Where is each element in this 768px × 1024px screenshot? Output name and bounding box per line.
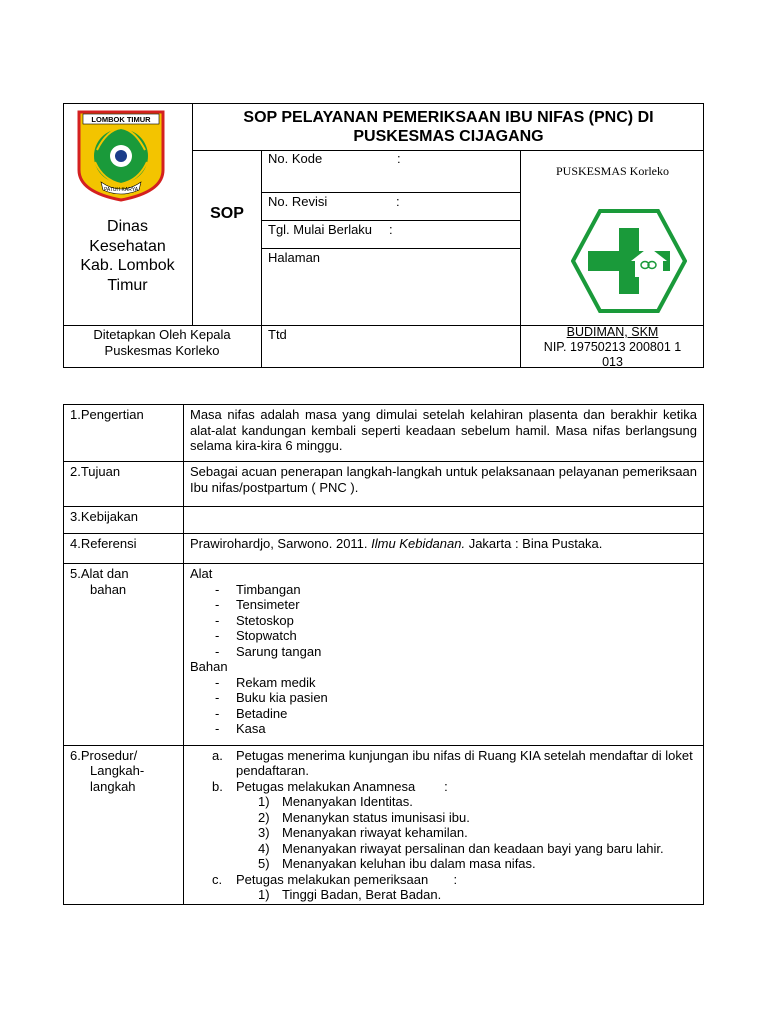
- list-item: - Buku kia pasien: [190, 690, 697, 706]
- dinas-line: Kesehatan: [89, 237, 166, 255]
- sub-step: [190, 810, 697, 826]
- sub-marker: 4): [258, 840, 270, 856]
- row-content: [184, 534, 704, 564]
- ditetapkan-line: Ditetapkan Oleh Kepala: [93, 327, 231, 342]
- logo-bottom-text: PATUH KARYA: [103, 187, 139, 193]
- sub-text: Menanyakan riwayat persalinan dan keadaan bayi yang baru lahir.: [282, 840, 664, 856]
- dinas-line: Dinas: [107, 218, 148, 235]
- pemeriksaan-list: [190, 887, 697, 903]
- sub-step: [190, 856, 697, 872]
- sub-marker: 1): [258, 794, 270, 809]
- list-item: - Sarung tangan: [190, 644, 697, 660]
- row-content: Masa nifas adalah masa yang dimulai setelah kelahiran plasenta dan berakhir ketika alat-alat kandungan kembali seperti keadaan sebelum hamil. Masa nifas berlangsung selama kira-kira 6 minggu.: [184, 405, 704, 462]
- row-label: 3.Kebijakan: [64, 507, 184, 534]
- divider: [261, 220, 520, 221]
- dinas-name: [63, 217, 192, 295]
- table-row: [64, 462, 704, 507]
- step-text: Petugas menerima kunjungan ibu nifas di Ruang KIA setelah mendaftar di loket pendaftaran.: [236, 747, 693, 778]
- step-marker: c.: [212, 871, 223, 887]
- signer-nip: NIP. 19750213 200801 1: [543, 340, 682, 354]
- lombok-timur-logo: [77, 110, 165, 202]
- label-line: Langkah-: [90, 763, 145, 778]
- row-label: [64, 534, 184, 564]
- alat-heading: Alat: [190, 566, 213, 581]
- colon: :: [396, 194, 400, 209]
- step-text: Petugas melakukan pemeriksaan :: [236, 871, 458, 887]
- procedure-step: [190, 872, 697, 888]
- sub-marker: 1): [258, 887, 270, 902]
- table-row: [64, 405, 704, 462]
- list-item: - Kasa: [190, 721, 697, 737]
- label-line: 5.Alat dan: [70, 566, 129, 581]
- label-text: 4.Referensi: [70, 536, 137, 551]
- puskesmas-logo: [571, 209, 687, 313]
- colon: :: [397, 151, 401, 166]
- divider: [261, 192, 520, 193]
- sub-text: Menanyakan keluhan ibu dalam masa nifas.: [282, 856, 536, 871]
- row-content: [184, 564, 704, 746]
- sub-marker: 2): [258, 809, 270, 825]
- step-text: Petugas melakukan Anamnesa :: [236, 778, 448, 794]
- sub-text: Menanyakan riwayat kehamilan.: [282, 825, 468, 840]
- step-marker: a.: [212, 747, 223, 763]
- label-line: bahan: [90, 581, 127, 597]
- sub-step: [190, 794, 697, 810]
- table-row: [64, 564, 704, 746]
- row-label: [64, 745, 184, 904]
- sop-content-table: [63, 404, 704, 905]
- list-item: - Betadine: [190, 706, 697, 722]
- sub-step: [190, 825, 697, 841]
- colon: :: [389, 222, 393, 237]
- ditetapkan-line: Puskesmas Korleko: [104, 342, 220, 358]
- list-item: - Timbangan: [190, 582, 697, 598]
- title-line: SOP PELAYANAN PEMERIKSAAN IBU NIFAS (PNC) DI: [243, 109, 654, 126]
- ttd-label: Ttd: [268, 327, 287, 342]
- sop-label: SOP: [210, 205, 244, 222]
- signer: [521, 325, 704, 370]
- list-item: - Stopwatch: [190, 628, 697, 644]
- table-row: [64, 745, 704, 904]
- ditetapkan-text: [63, 327, 261, 358]
- table-row: [64, 534, 704, 564]
- sub-step: [190, 841, 697, 857]
- procedure-list: [190, 872, 697, 888]
- label-line: langkah: [90, 778, 136, 794]
- puskesmas-name: PUSKESMAS Korleko: [555, 164, 669, 178]
- halaman-label: Halaman: [268, 250, 321, 265]
- ref-author: Prawirohardjo, Sarwono. 2011.: [190, 536, 372, 551]
- list-item: - Tensimeter: [190, 597, 697, 613]
- bahan-heading: Bahan: [190, 659, 228, 674]
- sub-text: Menanykan status imunisasi ibu.: [282, 809, 470, 825]
- divider: [261, 150, 262, 368]
- no-revisi-label: No. Revisi: [268, 194, 328, 209]
- row-content: Sebagai acuan penerapan langkah-langkah untuk pelaksanaan pelayanan pemeriksaan Ibu nifas/postpartum ( PNC ).: [184, 462, 704, 507]
- sub-step: [190, 887, 697, 903]
- label-line: 6.Prosedur/: [70, 747, 138, 763]
- procedure-list: [190, 748, 697, 795]
- sub-text: Tinggi Badan, Berat Badan.: [282, 887, 442, 902]
- ref-publisher: Jakarta : Bina Pustaka.: [465, 536, 603, 551]
- dinas-line: Timur: [107, 276, 148, 294]
- no-kode-label: No. Kode: [268, 151, 323, 166]
- logo-top-text: LOMBOK TIMUR: [91, 115, 151, 124]
- dinas-line: Kab. Lombok: [80, 257, 175, 274]
- tgl-mulai-label: Tgl. Mulai Berlaku: [268, 222, 373, 237]
- title-line: PUSKESMAS CIJAGANG: [353, 128, 544, 145]
- signer-nip: 013: [602, 355, 623, 369]
- signer-name: BUDIMAN, SKM: [566, 325, 659, 339]
- sub-marker: 3): [258, 825, 270, 840]
- list-item: - Rekam medik: [190, 675, 697, 691]
- ref-title: Ilmu Kebidanan.: [371, 536, 466, 551]
- row-content: [184, 745, 704, 904]
- table-row: [64, 507, 704, 534]
- row-label: [64, 564, 184, 746]
- sub-text: Menanyakan Identitas.: [282, 794, 413, 809]
- sop-title: [193, 108, 704, 146]
- row-content: [184, 507, 704, 534]
- procedure-step: [190, 748, 697, 779]
- divider: [261, 248, 520, 249]
- sub-marker: 5): [258, 856, 270, 871]
- row-label: 1.Pengertian: [64, 405, 184, 462]
- anamnesa-list: [190, 794, 697, 872]
- row-label: 2.Tujuan: [64, 462, 184, 507]
- procedure-step: [190, 779, 697, 795]
- step-marker: b.: [212, 778, 223, 794]
- list-item: - Stetoskop: [190, 613, 697, 629]
